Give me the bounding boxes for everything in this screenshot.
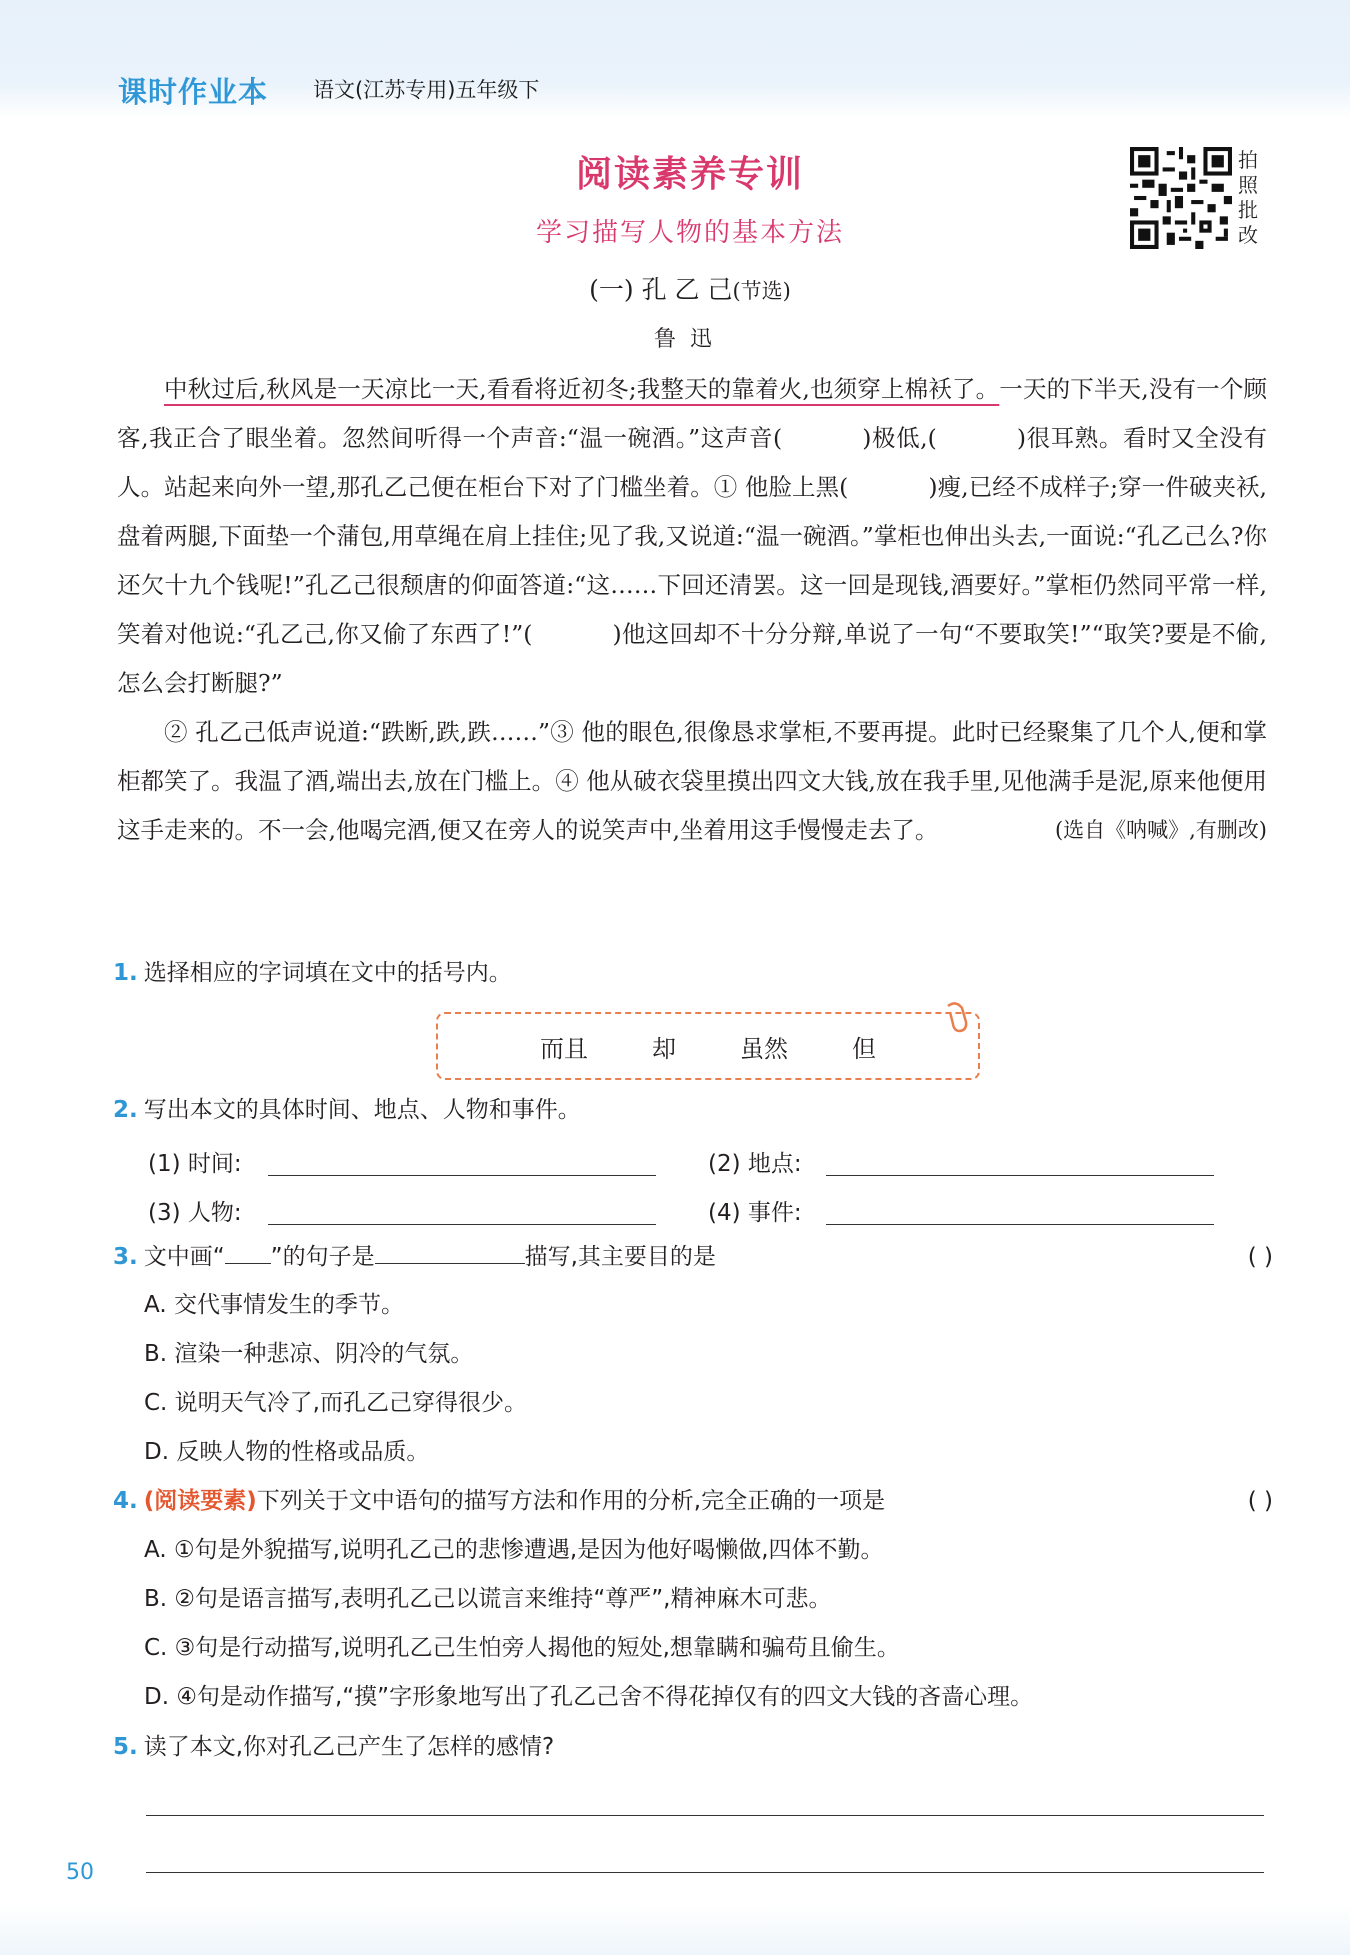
word-box xyxy=(436,1012,980,1080)
question-1 xyxy=(113,958,1273,988)
field-time-line[interactable] xyxy=(268,1175,656,1176)
passage-text: )极低,( xyxy=(862,424,937,452)
option-a[interactable]: A. ①句是外貌描写,说明孔乙己的悲惨遭遇,是因为他好喝懒做,四体不勤。 xyxy=(144,1537,884,1563)
question-number: 1. xyxy=(113,960,138,986)
question-5 xyxy=(113,1732,1273,1762)
field-place-line[interactable] xyxy=(826,1175,1214,1176)
question-number: 3. xyxy=(113,1244,138,1270)
question-number: 2. xyxy=(113,1097,138,1123)
passage xyxy=(117,365,1267,855)
passage-paragraph-2 xyxy=(117,708,1267,855)
page-number: 50 xyxy=(66,1860,94,1885)
question-4 xyxy=(113,1486,1273,1516)
passage-text: )很耳熟。看时又全没有人。站起来向外一望,那孔乙己便在柜台下对了门槛坐着。① 他脸上黑( xyxy=(117,424,1267,501)
underline-mark xyxy=(225,1263,271,1264)
field-person-line[interactable] xyxy=(268,1224,656,1225)
passage-text: ② 孔乙己低声说道:“跌断,跌,跌……”③ 他的眼色,很像恳求掌柜,不要再提。此时已经聚集了几个人,便和掌柜都笑了。我温了酒,端出去,放在门槛上。④ 他从破衣袋里摸出四文大钱,放在我手里,见他满手是泥,原来他便用这手走来的。不一会,他喝完酒,便又在旁人的说笑声中,坐着用这手慢慢走去了。 xyxy=(117,718,1267,844)
qr-label: 拍照批改 xyxy=(1238,148,1258,247)
reading-element-tag: (阅读要素) xyxy=(143,1488,257,1514)
underlined-sentence: 中秋过后,秋风是一天凉比一天,看看将近初冬;我整天的靠着火,也须穿上棉袄了。 xyxy=(164,375,1000,403)
article-author: 鲁迅 xyxy=(653,327,726,352)
question-text: 文中画“ xyxy=(143,1244,225,1270)
option-c[interactable]: C. ③句是行动描写,说明孔乙己生怕旁人揭他的短处,想靠瞒和骗苟且偷生。 xyxy=(144,1635,900,1661)
question-text: 读了本文,你对孔乙己产生了怎样的感情? xyxy=(143,1734,555,1760)
word-option: 而且 xyxy=(540,1034,588,1063)
option-a[interactable]: A. 交代事情发生的季节。 xyxy=(144,1292,404,1318)
paperclip-icon xyxy=(942,1000,970,1040)
field-event-line[interactable] xyxy=(826,1224,1214,1225)
footer-band xyxy=(0,1905,1350,1955)
passage-paragraph-1 xyxy=(117,365,1267,708)
field-time-label: (1) 时间: xyxy=(148,1151,242,1177)
question-text: ”的句子是 xyxy=(270,1244,375,1270)
word-option: 却 xyxy=(652,1034,676,1063)
question-number: 5. xyxy=(113,1734,138,1760)
answer-paren[interactable]: ( ) xyxy=(1247,1244,1273,1270)
article-title-note: (节选) xyxy=(732,279,791,303)
option-b[interactable]: B. ②句是语言描写,表明孔乙己以谎言来维持“尊严”,精神麻木可悲。 xyxy=(144,1586,832,1612)
question-text: 写出本文的具体时间、地点、人物和事件。 xyxy=(143,1097,581,1123)
field-person-label: (3) 人物: xyxy=(148,1200,242,1226)
option-b[interactable]: B. 渲染一种悲凉、阴冷的气氛。 xyxy=(144,1341,474,1367)
field-event-label: (4) 事件: xyxy=(708,1200,802,1226)
article-title xyxy=(0,270,1350,306)
option-d[interactable]: D. 反映人物的性格或品质。 xyxy=(144,1439,430,1465)
qr-code-icon[interactable] xyxy=(1130,147,1232,249)
question-text: 描写,其主要目的是 xyxy=(524,1244,716,1270)
option-d[interactable]: D. ④句是动作描写,“摸”字形象地写出了孔乙己舍不得花掉仅有的四文大钱的吝啬心理。 xyxy=(144,1684,1034,1710)
question-2 xyxy=(113,1095,1273,1125)
field-place-label: (2) 地点: xyxy=(708,1151,802,1177)
question-3 xyxy=(113,1242,1273,1272)
header-band xyxy=(0,0,1350,118)
word-option: 但 xyxy=(852,1034,876,1063)
passage-text: 一天的下半天,没有一个顾客,我正合了眼坐着。忽然间听得一个声音:“温一碗酒。”这声音( xyxy=(117,375,1267,452)
source-note: (选自《呐喊》,有删改) xyxy=(1054,818,1267,842)
section-subtitle: 学习描写人物的基本方法 xyxy=(535,218,844,248)
subject-label: 语文(江苏专用)五年级下 xyxy=(313,78,540,102)
brand-title: 课时作业本 xyxy=(118,75,269,109)
option-c[interactable]: C. 说明天气冷了,而孔乙己穿得很少。 xyxy=(144,1390,527,1416)
question-text: 选择相应的字词填在文中的括号内。 xyxy=(143,960,512,986)
answer-line[interactable] xyxy=(146,1815,1264,1816)
section-title: 阅读素养专训 xyxy=(575,154,804,195)
article-title-text: (一) 孔 乙 己 xyxy=(589,275,733,304)
answer-blank[interactable] xyxy=(375,1263,525,1264)
passage-text: )瘦,已经不成样子;穿一件破夹袄,盘着两腿,下面垫一个蒲包,用草绳在肩上挂住;见了我,又说道:“温一碗酒。”掌柜也伸出头去,一面说:“孔乙己么?你还欠十九个钱呢!”孔乙己很颓唐的仰面答道:“这……下回还清罢。这一回是现钱,酒要好。”掌柜仍然同平常一样,笑着对他说:“孔乙己,你又偷了东西了!”( xyxy=(117,473,1268,648)
answer-line[interactable] xyxy=(146,1872,1264,1873)
word-option: 虽然 xyxy=(740,1034,788,1063)
question-text: 下列关于文中语句的描写方法和作用的分析,完全正确的一项是 xyxy=(256,1488,886,1514)
question-number: 4. xyxy=(113,1488,138,1514)
passage-text: )他这回却不十分分辩,单说了一句“不要取笑!”“取笑?要是不偷,怎么会打断腿?” xyxy=(117,620,1267,697)
answer-paren[interactable]: ( ) xyxy=(1247,1488,1273,1514)
